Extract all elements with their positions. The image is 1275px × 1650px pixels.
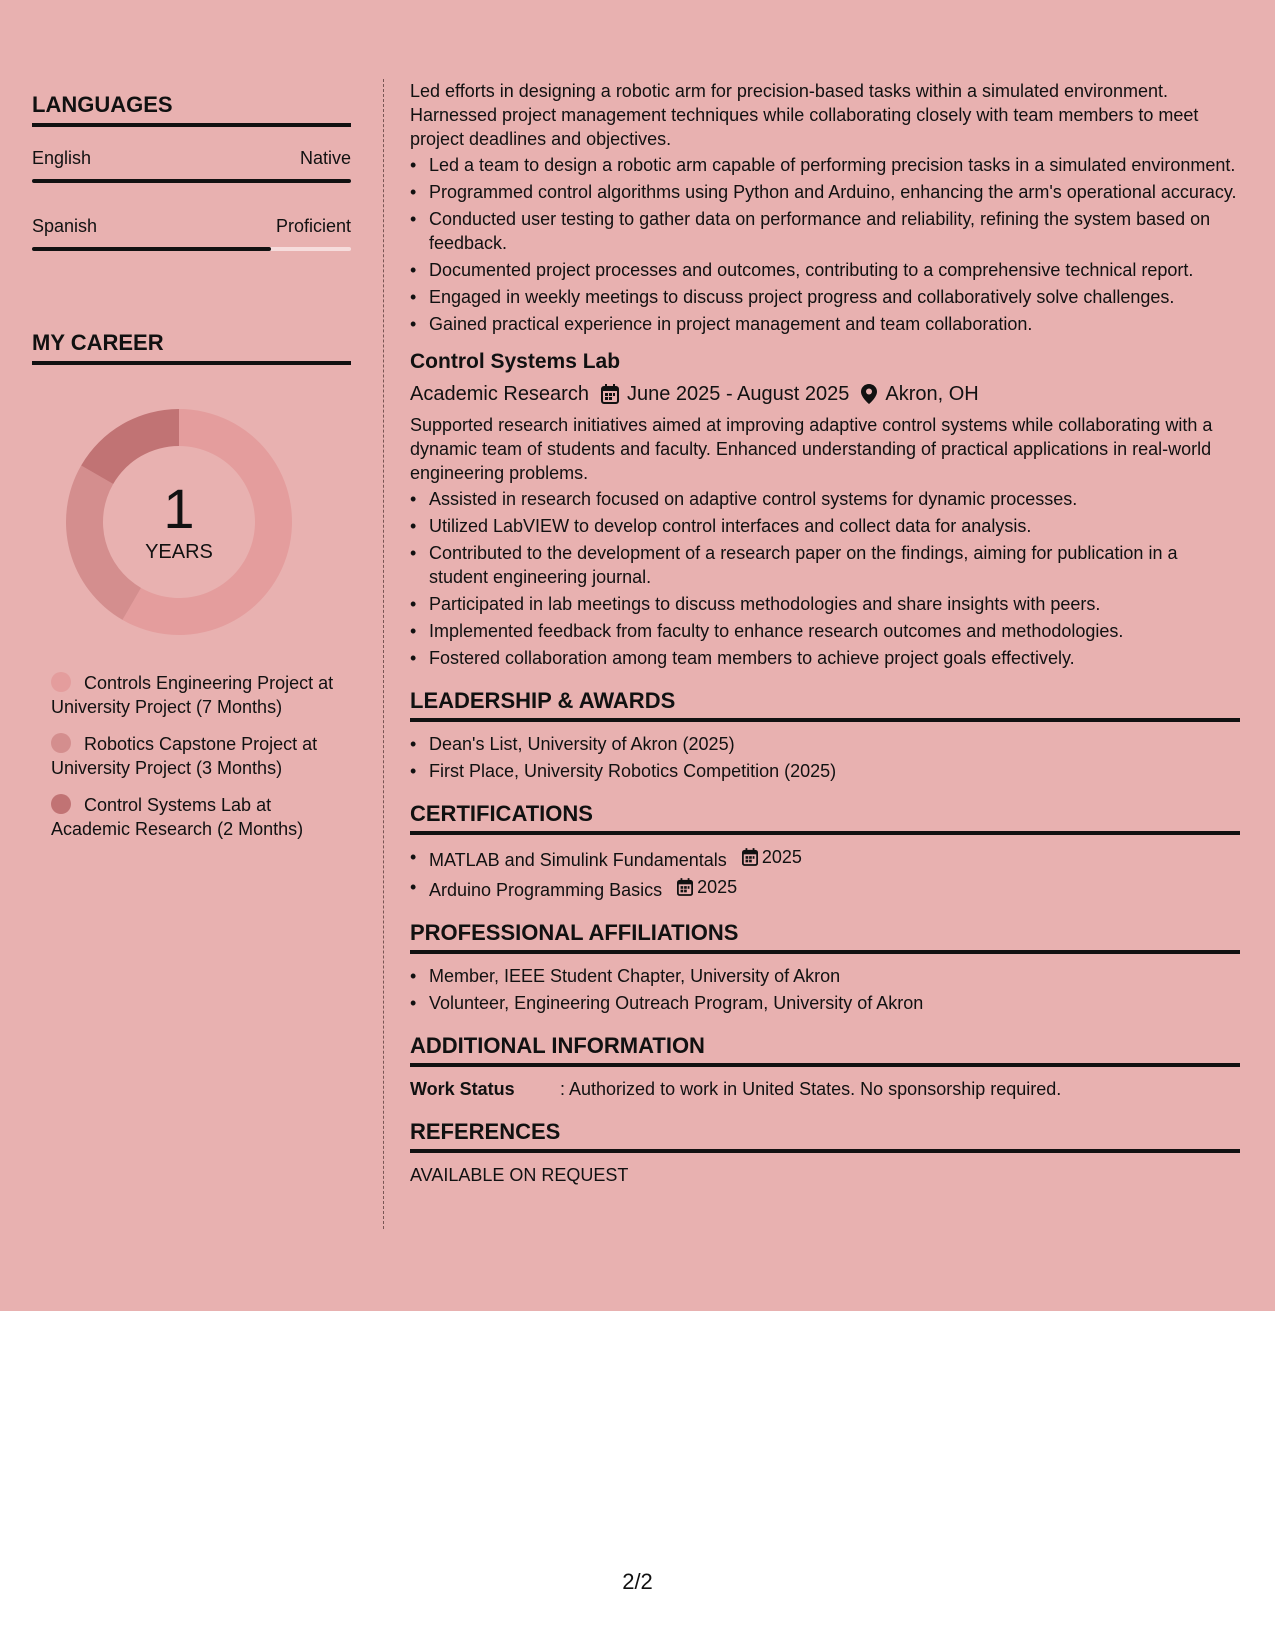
career-donut-chart: [64, 407, 294, 637]
project-description: Led efforts in designing a robotic arm for precision-based tasks within a simulated environment. Harnessed project management techniques while collaborating closely with team members to meet project deadlines and objectives.: [410, 81, 1199, 149]
list-item: • Gained practical experience in project management and team collaboration.: [410, 312, 1240, 336]
cert-year: 2025: [761, 847, 802, 867]
column-divider: [383, 79, 384, 1229]
list-item: • Assisted in research focused on adaptive control systems for dynamic processes.: [410, 487, 1240, 511]
legend-item: Robotics Capstone Project at University Project (3 Months): [51, 734, 318, 778]
job-title: Control Systems Lab: [410, 350, 621, 373]
language-english: [32, 147, 351, 183]
job-description: Supported research initiatives aimed at improving adaptive control systems while collaborating with a dynamic team of students and faculty. Enhanced understanding of practical applications in real-world engineering problems.: [410, 415, 1213, 483]
affiliations-heading: PROFESSIONAL AFFILIATIONS: [410, 920, 1240, 954]
left-column: [32, 93, 351, 854]
career-unit: YEARS: [145, 541, 213, 563]
list-item: • Dean's List, University of Akron (2025): [410, 732, 1240, 756]
list-item: • Arduino Programming Basics 2025: [410, 875, 1240, 902]
certifications-heading: CERTIFICATIONS: [410, 801, 1240, 835]
list-item: • First Place, University Robotics Competition (2025): [410, 759, 1240, 783]
language-level: Native: [299, 148, 351, 168]
certifications-list: [410, 845, 1240, 902]
legend-dot: [51, 733, 71, 753]
right-column: [410, 79, 1240, 1187]
calendar-icon: [601, 384, 619, 404]
job-bullets: [410, 487, 1240, 670]
work-status-label: Work Status: [410, 1079, 515, 1099]
location-pin-icon: [861, 384, 877, 404]
language-bar: [32, 179, 351, 183]
career-heading: MY CAREER: [32, 331, 351, 365]
language-level: Proficient: [275, 216, 351, 236]
list-item: • Member, IEEE Student Chapter, University of Akron: [410, 964, 1240, 988]
languages-heading: LANGUAGES: [32, 93, 351, 127]
list-item: • Participated in lab meetings to discuss methodologies and share insights with peers.: [410, 592, 1240, 616]
language-name: English: [32, 148, 92, 168]
list-item: • Utilized LabVIEW to develop control interfaces and collect data for analysis.: [410, 514, 1240, 538]
job-meta: [410, 381, 1240, 407]
legend-dot: [51, 794, 71, 814]
language-name: Spanish: [32, 216, 98, 236]
references-heading: REFERENCES: [410, 1119, 1240, 1153]
list-item: • Volunteer, Engineering Outreach Program, University of Akron: [410, 991, 1240, 1015]
job-location: Akron, OH: [885, 383, 979, 405]
work-status-value: : Authorized to work in United States. No sponsorship required.: [560, 1079, 1062, 1099]
page-number: 2/2: [622, 1569, 653, 1594]
list-item: • MATLAB and Simulink Fundamentals 2025: [410, 845, 1240, 872]
list-item: • Led a team to design a robotic arm capable of performing precision tasks in a simulated environment.: [410, 153, 1240, 177]
list-item: • Programmed control algorithms using Python and Arduino, enhancing the arm's operational accuracy.: [410, 180, 1240, 204]
language-spanish: [32, 215, 351, 251]
leadership-list: [410, 732, 1240, 783]
list-item: • Fostered collaboration among team members to achieve project goals effectively.: [410, 646, 1240, 670]
job-org: Academic Research: [410, 383, 589, 405]
additional-info-heading: ADDITIONAL INFORMATION: [410, 1033, 1240, 1067]
legend-dot: [51, 672, 71, 692]
job-dates: June 2025 - August 2025: [626, 383, 850, 405]
legend-item: Control Systems Lab at Academic Research (2 Months): [51, 795, 304, 839]
list-item: • Conducted user testing to gather data on performance and reliability, refining the system based on feedback.: [410, 207, 1240, 255]
career-total-years: 1: [163, 477, 195, 540]
list-item: • Implemented feedback from faculty to enhance research outcomes and methodologies.: [410, 619, 1240, 643]
legend-item: Controls Engineering Project at University Project (7 Months): [51, 673, 334, 717]
references-text: AVAILABLE ON REQUEST: [410, 1165, 629, 1185]
cert-year: 2025: [697, 877, 738, 897]
list-item: • Contributed to the development of a research paper on the findings, aiming for publication in a student engineering journal.: [410, 541, 1240, 589]
calendar-icon: [742, 848, 758, 866]
affiliations-list: [410, 964, 1240, 1015]
leadership-heading: LEADERSHIP & AWARDS: [410, 688, 1240, 722]
list-item: • Engaged in weekly meetings to discuss project progress and collaboratively solve challenges.: [410, 285, 1240, 309]
language-bar: [32, 247, 351, 251]
work-status-row: [410, 1077, 1240, 1101]
career-legend: [32, 671, 351, 841]
project-bullets: [410, 153, 1240, 336]
list-item: • Documented project processes and outcomes, contributing to a comprehensive technical report.: [410, 258, 1240, 282]
calendar-icon: [677, 878, 693, 896]
